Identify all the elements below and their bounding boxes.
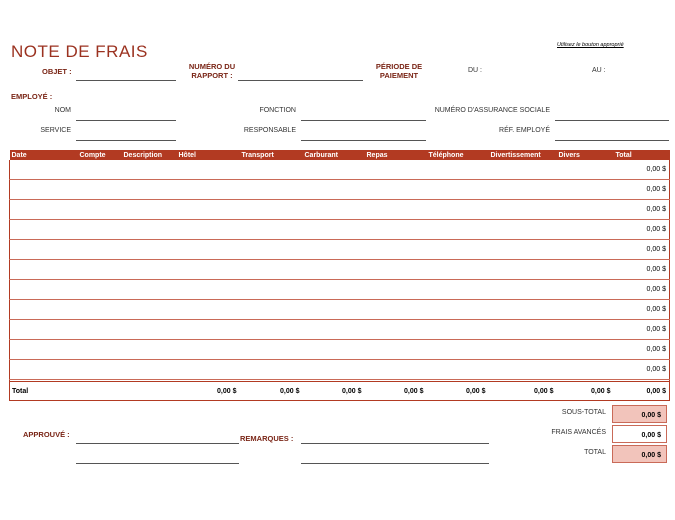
table-cell[interactable] <box>427 200 489 220</box>
table-cell[interactable] <box>303 360 365 380</box>
table-cell[interactable] <box>78 300 122 320</box>
table-cell[interactable] <box>427 260 489 280</box>
col-header-transport: Transport <box>240 150 303 160</box>
numero-rapport-label: NUMÉRO DU RAPPORT : <box>188 62 236 80</box>
table-cell[interactable] <box>240 320 303 340</box>
remarques-field[interactable] <box>301 443 489 444</box>
assurance-field[interactable] <box>555 120 669 121</box>
table-cell[interactable] <box>177 240 240 260</box>
column-total-cell: 0,00 $ <box>177 382 240 401</box>
table-cell[interactable] <box>240 260 303 280</box>
table-cell[interactable] <box>78 240 122 260</box>
table-cell[interactable] <box>78 200 122 220</box>
table-cell[interactable] <box>557 180 614 200</box>
table-cell[interactable] <box>489 260 557 280</box>
table-cell[interactable] <box>365 300 427 320</box>
row-total-cell: 0,00 $ <box>614 220 670 240</box>
table-cell[interactable] <box>365 320 427 340</box>
row-total-cell: 0,00 $ <box>614 300 670 320</box>
sous-total-value: 0,00 $ <box>612 405 667 423</box>
numero-rapport-field[interactable] <box>238 80 363 81</box>
table-row <box>10 260 670 280</box>
table-cell[interactable] <box>78 360 122 380</box>
table-cell[interactable] <box>177 320 240 340</box>
table-row <box>10 320 670 340</box>
assurance-label: NUMÉRO D'ASSURANCE SOCIALE <box>434 107 550 114</box>
approuve-field[interactable] <box>76 443 239 444</box>
column-total-cell: 0,00 $ <box>240 382 303 401</box>
table-cell[interactable] <box>557 220 614 240</box>
expense-table <box>9 150 670 401</box>
table-cell[interactable] <box>303 260 365 280</box>
table-cell[interactable] <box>78 180 122 200</box>
table-cell[interactable] <box>10 340 78 360</box>
table-cell[interactable] <box>10 160 78 180</box>
table-cell[interactable] <box>10 360 78 380</box>
fonction-label: FONCTION <box>259 107 296 114</box>
table-cell[interactable] <box>427 300 489 320</box>
total-row-label: Total <box>10 382 177 401</box>
table-total-row <box>10 382 670 401</box>
table-cell[interactable] <box>303 240 365 260</box>
table-cell[interactable] <box>557 360 614 380</box>
table-cell[interactable] <box>122 240 177 260</box>
page-title: NOTE DE FRAIS <box>11 42 148 61</box>
table-cell[interactable] <box>489 200 557 220</box>
table-cell[interactable] <box>365 340 427 360</box>
table-cell[interactable] <box>557 260 614 280</box>
row-total-cell: 0,00 $ <box>614 280 670 300</box>
col-header-date: Date <box>10 150 78 160</box>
row-total-cell: 0,00 $ <box>614 320 670 340</box>
col-header-total: Total <box>614 150 670 160</box>
table-cell[interactable] <box>489 340 557 360</box>
table-cell[interactable] <box>303 280 365 300</box>
table-cell[interactable] <box>240 160 303 180</box>
column-total-cell: 0,00 $ <box>427 382 489 401</box>
table-cell[interactable] <box>122 260 177 280</box>
table-cell[interactable] <box>10 240 78 260</box>
table-cell[interactable] <box>489 220 557 240</box>
table-cell[interactable] <box>489 160 557 180</box>
row-total-cell: 0,00 $ <box>614 180 670 200</box>
col-header-carburant: Carburant <box>303 150 365 160</box>
table-row <box>10 220 670 240</box>
col-header-compte: Compte <box>78 150 122 160</box>
table-row <box>10 240 670 260</box>
table-cell[interactable] <box>240 240 303 260</box>
table-row <box>10 360 670 380</box>
table-cell[interactable] <box>240 360 303 380</box>
col-header-divertissement: Divertissement <box>489 150 557 160</box>
table-cell[interactable] <box>122 160 177 180</box>
table-row <box>10 200 670 220</box>
table-cell[interactable] <box>365 200 427 220</box>
table-cell[interactable] <box>177 360 240 380</box>
table-cell[interactable] <box>303 220 365 240</box>
table-cell[interactable] <box>10 320 78 340</box>
frais-avances-label: FRAIS AVANCÉS <box>551 429 606 436</box>
frais-avances-value[interactable]: 0,00 $ <box>612 425 667 443</box>
table-cell[interactable] <box>177 340 240 360</box>
au-label: AU : <box>592 67 606 74</box>
col-header-divers: Divers <box>557 150 614 160</box>
table-cell[interactable] <box>240 300 303 320</box>
table-row <box>10 280 670 300</box>
table-cell[interactable] <box>177 280 240 300</box>
table-cell[interactable] <box>303 200 365 220</box>
remarques-field-2[interactable] <box>301 463 489 464</box>
column-total-cell: 0,00 $ <box>557 382 614 401</box>
table-row <box>10 300 670 320</box>
remarques-label: REMARQUES : <box>240 434 294 443</box>
table-cell[interactable] <box>303 320 365 340</box>
column-total-cell: 0,00 $ <box>614 382 670 401</box>
table-cell[interactable] <box>427 220 489 240</box>
table-cell[interactable] <box>240 180 303 200</box>
nom-label: NOM <box>54 107 71 114</box>
column-total-cell: 0,00 $ <box>303 382 365 401</box>
du-label: DU : <box>468 67 482 74</box>
table-cell[interactable] <box>557 160 614 180</box>
table-cell[interactable] <box>557 200 614 220</box>
table-cell[interactable] <box>177 300 240 320</box>
table-cell[interactable] <box>122 300 177 320</box>
column-total-cell: 0,00 $ <box>365 382 427 401</box>
table-cell[interactable] <box>303 160 365 180</box>
table-cell[interactable] <box>78 320 122 340</box>
responsable-label: RESPONSABLE <box>243 127 296 134</box>
column-total-cell: 0,00 $ <box>489 382 557 401</box>
table-cell[interactable] <box>427 360 489 380</box>
table-cell[interactable] <box>427 240 489 260</box>
table-cell[interactable] <box>78 260 122 280</box>
table-cell[interactable] <box>122 340 177 360</box>
table-cell[interactable] <box>10 260 78 280</box>
table-cell[interactable] <box>365 220 427 240</box>
approuve-field-2[interactable] <box>76 463 239 464</box>
table-cell[interactable] <box>303 180 365 200</box>
row-total-cell: 0,00 $ <box>614 260 670 280</box>
table-row <box>10 180 670 200</box>
row-total-cell: 0,00 $ <box>614 160 670 180</box>
table-cell[interactable] <box>10 220 78 240</box>
table-cell[interactable] <box>177 200 240 220</box>
table-cell[interactable] <box>489 240 557 260</box>
table-cell[interactable] <box>177 180 240 200</box>
table-cell[interactable] <box>10 180 78 200</box>
table-cell[interactable] <box>78 160 122 180</box>
table-row <box>10 160 670 180</box>
table-cell[interactable] <box>427 340 489 360</box>
table-cell[interactable] <box>489 180 557 200</box>
table-cell[interactable] <box>427 280 489 300</box>
table-cell[interactable] <box>78 220 122 240</box>
table-cell[interactable] <box>365 260 427 280</box>
ref-employe-field[interactable] <box>555 140 669 141</box>
table-cell[interactable] <box>122 180 177 200</box>
table-cell[interactable] <box>78 280 122 300</box>
sous-total-label: SOUS-TOTAL <box>561 409 606 416</box>
row-total-cell: 0,00 $ <box>614 200 670 220</box>
table-cell[interactable] <box>177 220 240 240</box>
table-cell[interactable] <box>240 280 303 300</box>
table-cell[interactable] <box>427 160 489 180</box>
table-cell[interactable] <box>427 180 489 200</box>
table-header-row <box>10 150 670 160</box>
objet-field[interactable] <box>76 80 176 81</box>
table-cell[interactable] <box>365 180 427 200</box>
table-cell[interactable] <box>303 300 365 320</box>
responsable-field[interactable] <box>301 140 426 141</box>
table-cell[interactable] <box>303 340 365 360</box>
col-header-hotel: Hôtel <box>177 150 240 160</box>
row-total-cell: 0,00 $ <box>614 360 670 380</box>
table-cell[interactable] <box>557 280 614 300</box>
table-row <box>10 340 670 360</box>
table-cell[interactable] <box>489 360 557 380</box>
table-cell[interactable] <box>365 160 427 180</box>
table-cell[interactable] <box>557 300 614 320</box>
table-cell[interactable] <box>557 240 614 260</box>
service-label: SERVICE <box>40 127 71 134</box>
service-field[interactable] <box>76 140 176 141</box>
total-value: 0,00 $ <box>612 445 667 463</box>
table-cell[interactable] <box>365 240 427 260</box>
table-cell[interactable] <box>122 280 177 300</box>
instruction-note: Utilisez le bouton approprié <box>557 42 624 48</box>
table-cell[interactable] <box>177 260 240 280</box>
table-cell[interactable] <box>489 280 557 300</box>
table-cell[interactable] <box>365 280 427 300</box>
table-cell[interactable] <box>489 300 557 320</box>
table-cell[interactable] <box>557 340 614 360</box>
periode-paiement-label: PÉRIODE DE PAIEMENT <box>375 62 423 80</box>
table-cell[interactable] <box>177 160 240 180</box>
table-cell[interactable] <box>10 300 78 320</box>
table-cell[interactable] <box>10 280 78 300</box>
col-header-telephone: Téléphone <box>427 150 489 160</box>
employe-section-label: EMPLOYÉ : <box>11 92 53 101</box>
table-cell[interactable] <box>557 320 614 340</box>
table-cell[interactable] <box>427 320 489 340</box>
table-cell[interactable] <box>240 200 303 220</box>
nom-field[interactable] <box>76 120 176 121</box>
objet-label: OBJET : <box>42 67 72 76</box>
row-total-cell: 0,00 $ <box>614 240 670 260</box>
ref-employe-label: RÉF. EMPLOYÉ <box>499 127 550 134</box>
table-cell[interactable] <box>10 200 78 220</box>
total-label: TOTAL <box>584 449 606 456</box>
table-cell[interactable] <box>365 360 427 380</box>
table-cell[interactable] <box>78 340 122 360</box>
table-cell[interactable] <box>122 320 177 340</box>
table-cell[interactable] <box>489 320 557 340</box>
table-cell[interactable] <box>240 340 303 360</box>
table-cell[interactable] <box>122 360 177 380</box>
col-header-description: Description <box>122 150 177 160</box>
col-header-repas: Repas <box>365 150 427 160</box>
table-cell[interactable] <box>122 220 177 240</box>
table-cell[interactable] <box>240 220 303 240</box>
table-cell[interactable] <box>122 200 177 220</box>
row-total-cell: 0,00 $ <box>614 340 670 360</box>
approuve-label: APPROUVÉ : <box>23 430 70 439</box>
fonction-field[interactable] <box>301 120 426 121</box>
